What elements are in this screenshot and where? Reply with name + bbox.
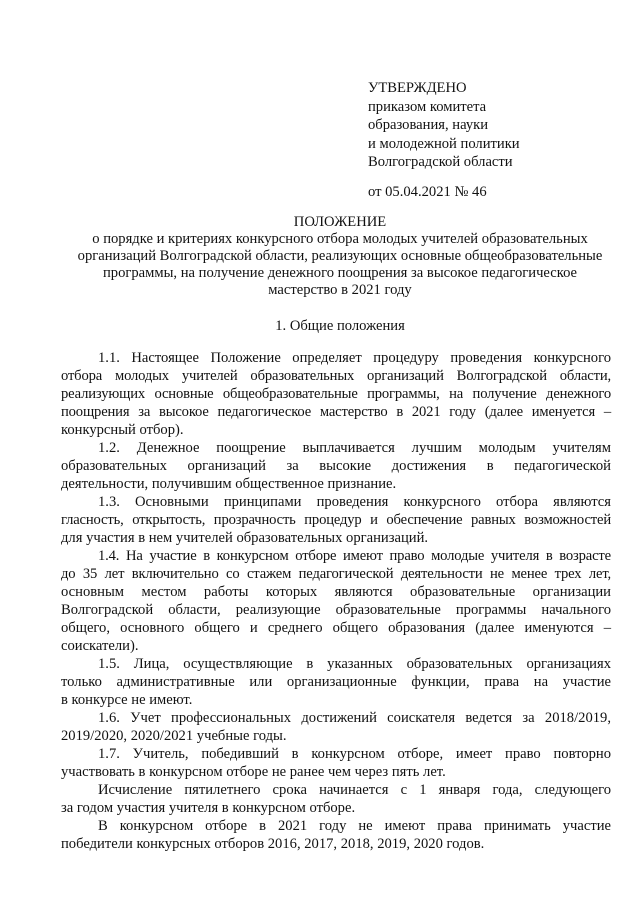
body-line: В конкурсном отборе в 2021 году не имеют права принимать участие <box>98 818 611 834</box>
body-line: 1.5. Лица, осуществляющие в указанных образовательных организациях <box>98 656 611 672</box>
body-line: гласность, открытость, прозрачность процедур и обеспечение равных возможностей <box>61 512 611 528</box>
title-heading: ПОЛОЖЕНИЕ <box>293 214 387 230</box>
title-line: мастерство в 2021 году <box>268 282 412 298</box>
approval-line: образования, науки <box>368 117 489 133</box>
body-line: в конкурсе не имеют. <box>61 692 193 708</box>
section-title: 1. Общие положения <box>275 318 405 334</box>
body-line: для участия в нем учителей образовательных организаций. <box>61 530 429 546</box>
approval-line: и молодежной политики <box>368 135 520 152</box>
body-line: участвовать в конкурсном отборе не ранее чем через пять лет. <box>61 764 446 780</box>
body-line: за годом участия учителя в конкурсном отборе. <box>61 800 356 816</box>
body-line: Волгоградской области, реализующие образовательные программы начального <box>61 602 611 618</box>
document-body <box>61 349 611 853</box>
body-line: общего, основного общего и среднего общего образования (далее именуются – <box>61 620 611 636</box>
body-line: соискатели). <box>61 638 139 654</box>
body-line: только административные или организационные функции, права на участие <box>61 674 611 690</box>
approval-line: приказом комитета <box>368 98 487 115</box>
body-line: 1.2. Денежное поощрение выплачивается лучшим молодым учителям <box>98 440 611 456</box>
title-line: организаций Волгоградской области, реализующих основные общеобразовательные <box>77 248 603 264</box>
body-line: реализующих основные общеобразовательные программы, на получение денежного <box>61 386 611 402</box>
approval-stamp <box>368 79 520 172</box>
body-line: 2019/2020, 2020/2021 учебные годы. <box>61 728 287 744</box>
body-line: 1.4. На участие в конкурсном отборе имеют право молодые учителя в возрасте <box>98 548 611 564</box>
body-line: деятельности, получившим общественное признание. <box>61 476 397 492</box>
body-line: 1.1. Настоящее Положение определяет процедуру проведения конкурсного <box>98 350 611 366</box>
body-line: 1.3. Основными принципами проведения конкурсного отбора являются <box>98 494 611 510</box>
body-line: основным местом работы которых являются образовательные организации <box>61 584 611 600</box>
document-title <box>60 214 620 299</box>
title-line: программы, на получение денежного поощрения за высокое педагогическое <box>102 265 578 281</box>
approval-line: УТВЕРЖДЕНО <box>368 80 467 96</box>
title-line: о порядке и критериях конкурсного отбора молодых учителей образовательных <box>92 231 588 247</box>
body-line: до 35 лет включительно со стажем педагогической деятельности не менее трех лет, <box>61 566 611 582</box>
body-line: 1.7. Учитель, победивший в конкурсном отборе, имеет право повторно <box>98 746 611 762</box>
body-line: конкурсный отбор). <box>61 422 184 438</box>
approval-date: от 05.04.2021 № 46 <box>368 184 487 200</box>
body-line: победители конкурсных отборов 2016, 2017, 2018, 2019, 2020 годов. <box>61 836 485 852</box>
body-line: 1.6. Учет профессиональных достижений соискателя ведется за 2018/2019, <box>98 710 611 726</box>
body-line: отбора молодых учителей образовательных организаций Волгоградской области, <box>61 368 611 384</box>
body-line: образовательных организаций за высокие достижения в педагогической <box>61 458 611 474</box>
body-line: Исчисление пятилетнего срока начинается с 1 января года, следующего <box>98 782 611 798</box>
body-line: поощрения за высокое педагогическое мастерство в 2021 году (далее именуется – <box>61 404 611 420</box>
approval-line: Волгоградской области <box>368 154 513 170</box>
